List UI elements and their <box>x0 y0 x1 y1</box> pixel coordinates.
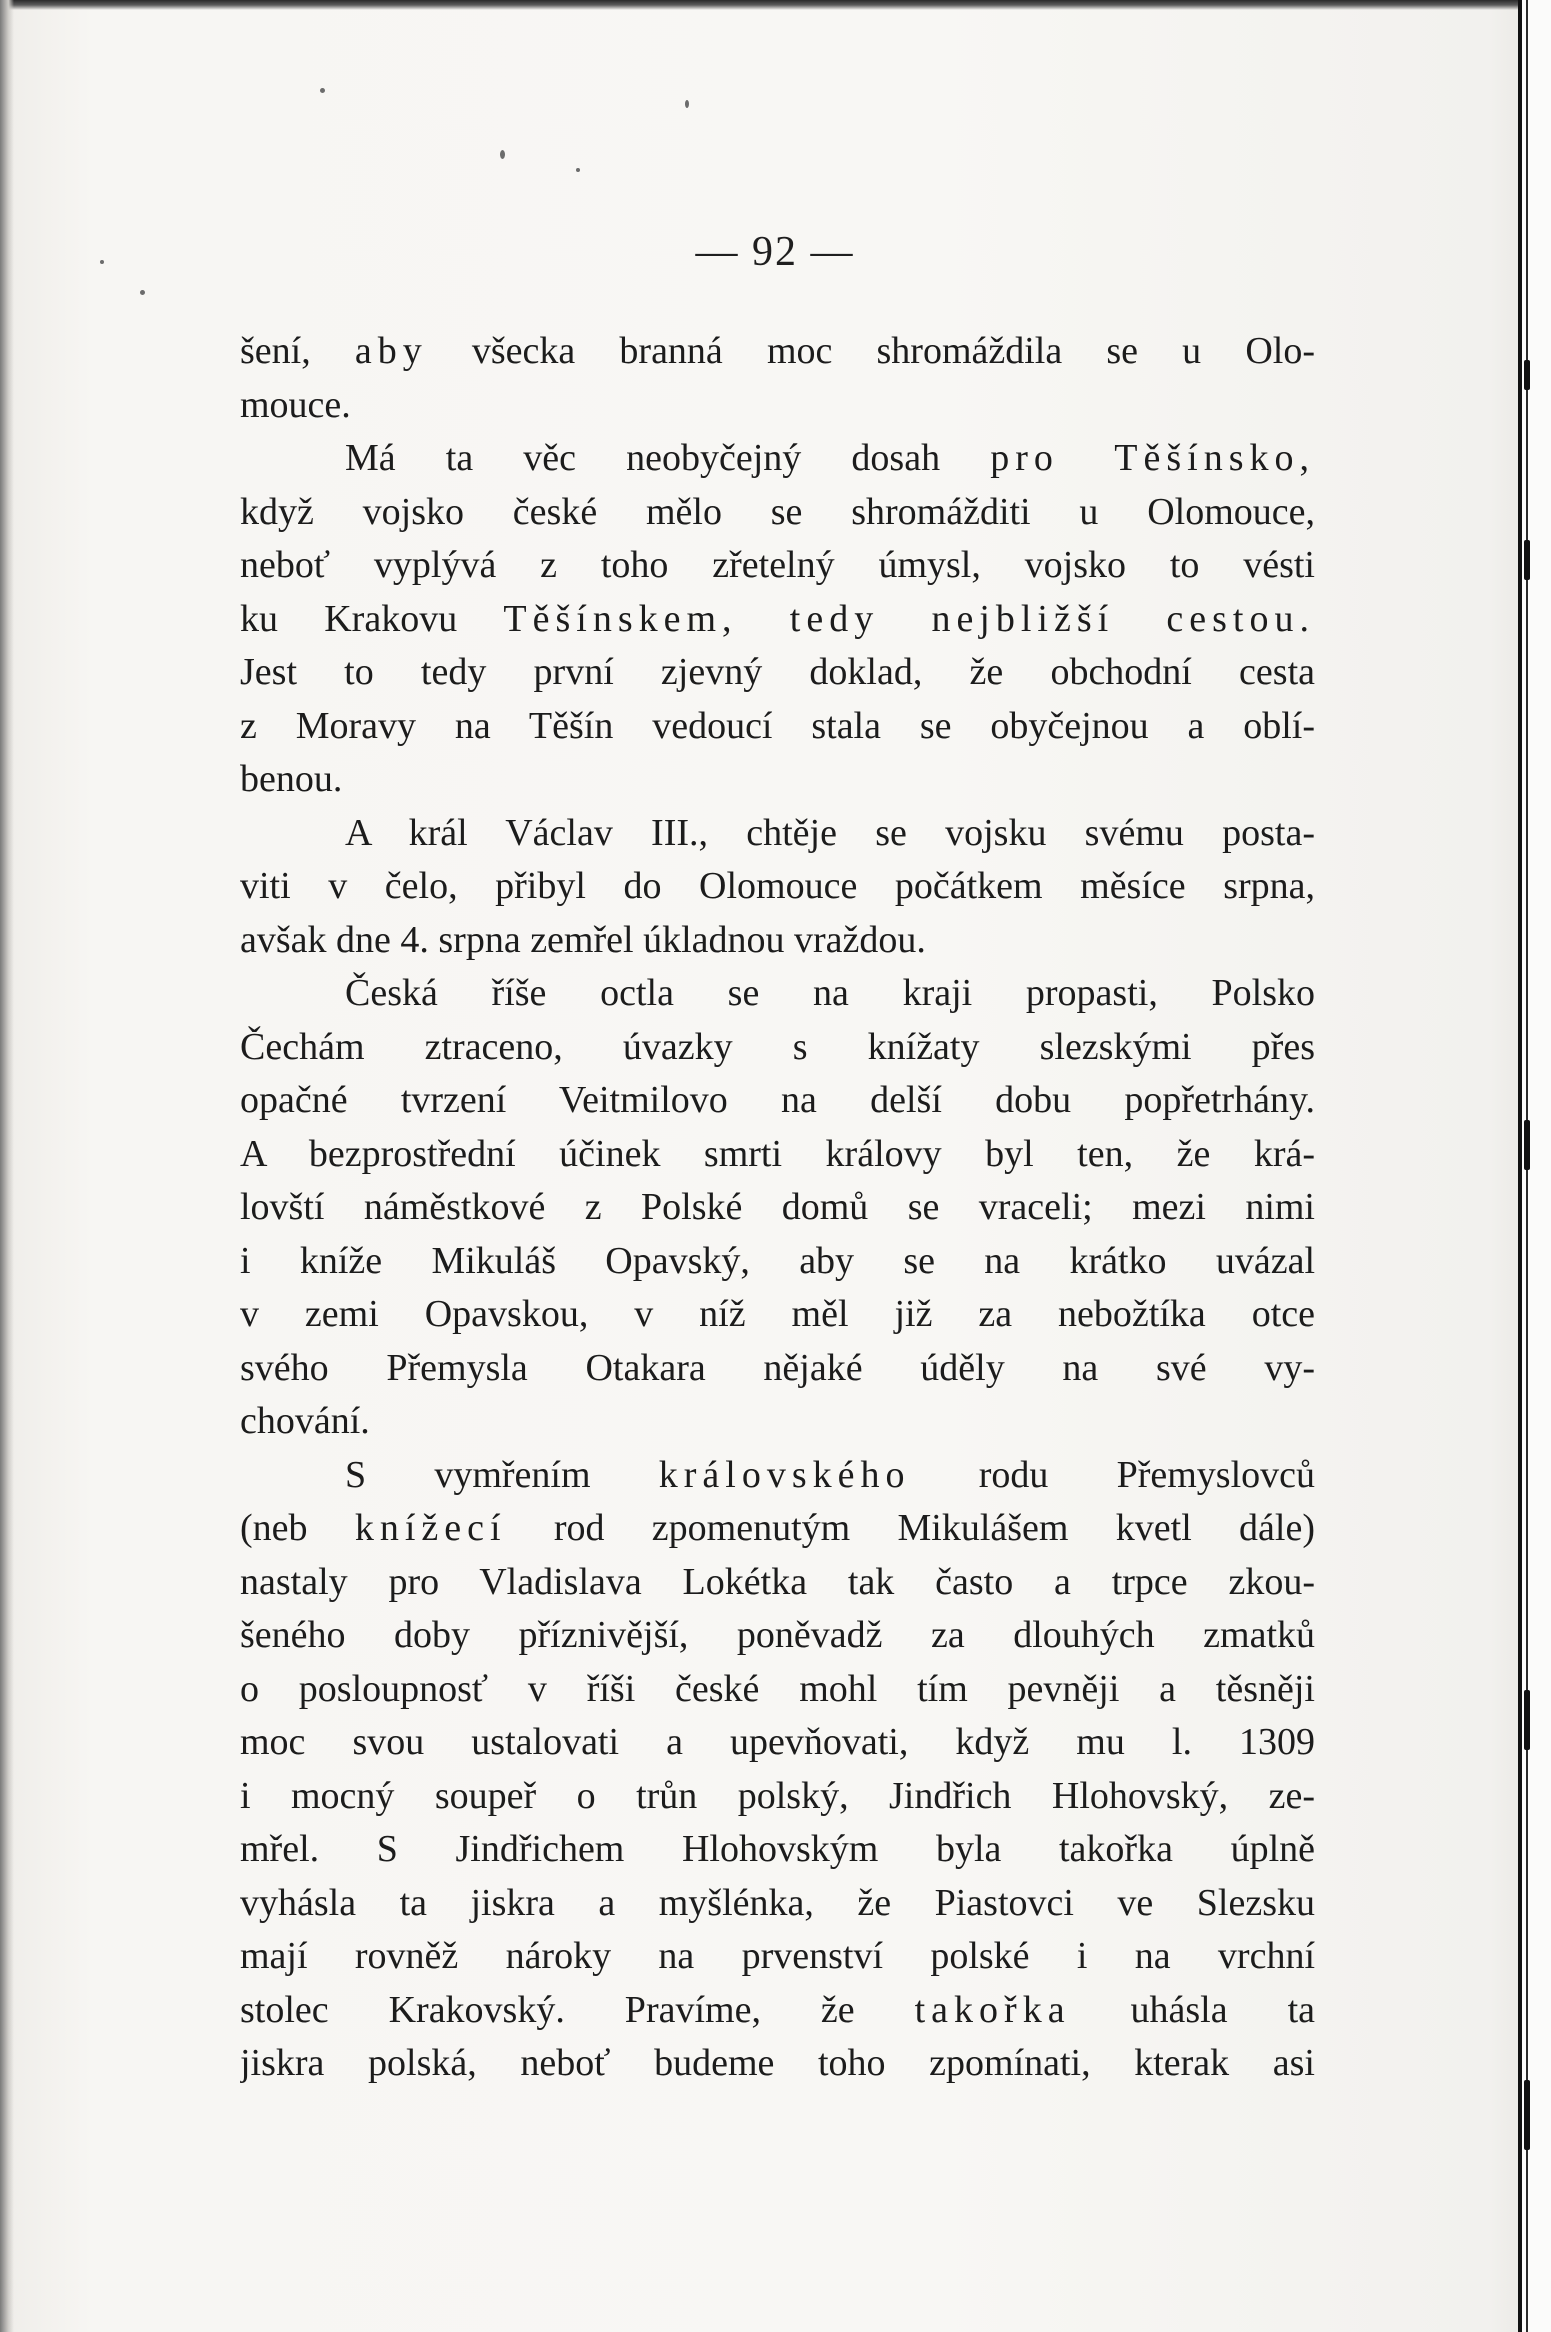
text-segment: Česká říše octla se na kraji propasti, Polsko <box>345 972 1315 1014</box>
text-line <box>240 1502 1315 1556</box>
text-segment: všecka branná moc shromáždila se u Olo- <box>427 330 1315 372</box>
text-line <box>240 1021 1315 1075</box>
scan-speck <box>576 168 580 172</box>
text-segment: šeného doby příznivější, poněvadž za dlouhých zmatků <box>240 1614 1315 1656</box>
scan-top-edge <box>0 0 1551 10</box>
text-line <box>240 1716 1315 1770</box>
text-line <box>240 807 1315 861</box>
text-line <box>240 539 1315 593</box>
binding-mark <box>1524 1120 1530 1170</box>
text-line <box>240 1288 1315 1342</box>
text-line <box>240 914 1315 968</box>
text-segment: Jest to tedy první zjevný doklad, že obchodní cesta <box>240 651 1315 693</box>
spaced-text: knížecí <box>354 1507 507 1549</box>
scan-left-edge <box>0 0 14 2332</box>
text-line <box>240 1074 1315 1128</box>
text-segment: mouce. <box>240 383 351 426</box>
text-segment: jiskra polská, neboť budeme toho zpomínati, kterak asi <box>240 2042 1315 2084</box>
text-segment: stolec Krakovský. Pravíme, že <box>240 1988 915 2031</box>
text-segment: v zemi Opavskou, v níž měl již za nebožtíka otce <box>240 1293 1315 1335</box>
text-line <box>240 1877 1315 1931</box>
text-segment: ku Krakovu <box>240 597 504 640</box>
spaced-text: královského <box>658 1453 911 1496</box>
text-line <box>240 860 1315 914</box>
text-segment: benou. <box>240 758 343 800</box>
text-line <box>240 1663 1315 1717</box>
text-segment: z Moravy na Těšín vedoucí stala se obyčejnou a oblí- <box>240 704 1315 747</box>
text-segment: chování. <box>240 1400 370 1442</box>
text-line <box>240 1128 1315 1182</box>
text-segment: Má ta věc neobyčejný dosah <box>345 437 991 479</box>
text-segment: viti v čelo, přibyl do Olomouce počátkem měsíce srpna, <box>240 865 1315 907</box>
text-line <box>240 1449 1315 1503</box>
text-line <box>240 593 1315 647</box>
text-segment: svého Přemysla Otakara nějaké úděly na své vy- <box>240 1346 1315 1389</box>
text-line <box>240 700 1315 754</box>
binding-mark <box>1524 540 1530 580</box>
binding-mark <box>1524 360 1530 390</box>
text-line <box>240 753 1315 807</box>
text-segment: uhásla ta <box>1070 1988 1315 2031</box>
spaced-text: aby <box>354 330 428 372</box>
text-segment: šení, <box>240 330 355 372</box>
text-segment: opačné tvrzení Veitmilovo na delší dobu popřetrhány. <box>240 1079 1315 1121</box>
text-line <box>240 486 1315 540</box>
text-segment: Čechám ztraceno, úvazky s knížaty slezskými přes <box>240 1025 1315 1068</box>
text-segment: moc svou ustalovati a upevňovati, když mu l. 1309 <box>240 1721 1315 1763</box>
text-segment: o posloupnosť v říši české mohl tím pevněji a těsněji <box>240 1667 1315 1710</box>
text-line <box>240 1770 1315 1824</box>
text-segment: i kníže Mikuláš Opavský, aby se na krátko uvázal <box>240 1239 1315 1282</box>
text-line <box>240 1984 1315 2038</box>
text-line <box>240 1342 1315 1396</box>
scan-speck <box>320 88 325 93</box>
text-line <box>240 967 1315 1021</box>
page-number: — 92 — <box>695 229 855 275</box>
body-text <box>240 325 1315 2091</box>
text-segment: rod zpomenutým Mikulášem kvetl dále) <box>506 1507 1315 1549</box>
scan-speck <box>685 100 689 108</box>
text-line <box>240 1823 1315 1877</box>
text-line <box>240 1395 1315 1449</box>
scan-right-border <box>1518 0 1551 2332</box>
scan-speck <box>500 150 505 159</box>
text-line <box>240 379 1315 433</box>
text-line <box>240 1181 1315 1235</box>
scan-speck <box>100 260 104 264</box>
text-segment: lovští náměstkové z Polské domů se vraceli; mezi nimi <box>240 1186 1315 1228</box>
text-line <box>240 325 1315 379</box>
text-segment: i mocný soupeř o trůn polský, Jindřich Hlohovský, ze- <box>240 1774 1315 1817</box>
binding-mark <box>1524 2080 1530 2150</box>
text-segment: avšak dne 4. srpna zemřel úkladnou vraždou. <box>240 918 926 961</box>
text-segment: A král Václav III., chtěje se vojsku svému posta- <box>345 811 1315 854</box>
spaced-text: pro Těšínsko, <box>990 437 1315 479</box>
binding-line <box>1518 0 1522 2332</box>
text-segment: mřel. S Jindřichem Hlohovským byla takořka úplně <box>240 1828 1315 1870</box>
text-segment: nastaly pro Vladislava Lokétka tak často a trpce zkou- <box>240 1560 1315 1603</box>
binding-mark <box>1524 1690 1530 1750</box>
text-segment: (neb <box>240 1507 355 1549</box>
text-segment: rodu Přemyslovců <box>910 1453 1315 1496</box>
scan-speck <box>140 290 145 295</box>
text-segment: mají rovněž nároky na prvenství polské i na vrchní <box>240 1935 1315 1977</box>
text-segment: S vymřením <box>345 1453 659 1496</box>
text-segment: vyhásla ta jiskra a myšlénka, že Piastovci ve Slezsku <box>240 1881 1315 1924</box>
text-line <box>240 432 1315 486</box>
text-line <box>240 1235 1315 1289</box>
text-segment: když vojsko české mělo se shromážditi u Olomouce, <box>240 490 1315 533</box>
spaced-text: Těšínskem, tedy nejbližší cestou. <box>503 597 1315 640</box>
text-segment: A bezprostřední účinek smrti královy byl ten, že krá- <box>240 1132 1315 1175</box>
text-line <box>240 2037 1315 2091</box>
spaced-text: takořka <box>914 1988 1071 2031</box>
text-segment: neboť vyplývá z toho zřetelný úmysl, vojsko to vésti <box>240 544 1315 586</box>
text-line <box>240 646 1315 700</box>
text-line <box>240 1556 1315 1610</box>
text-line <box>240 1609 1315 1663</box>
text-line <box>240 1930 1315 1984</box>
